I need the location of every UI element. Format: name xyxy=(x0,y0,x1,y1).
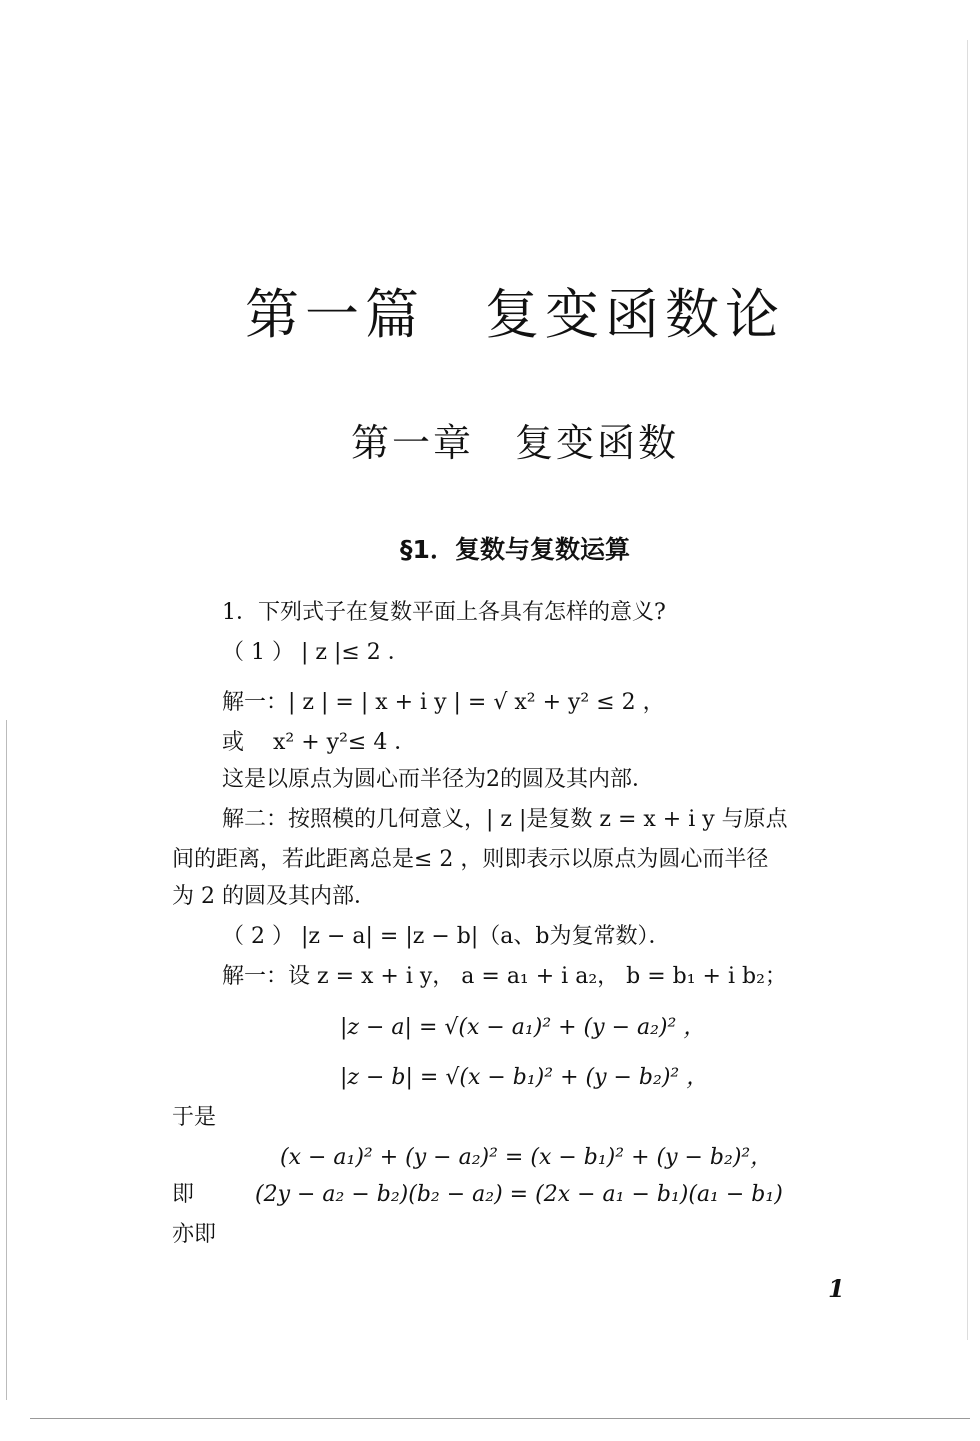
equation-z-minus-a: |z − a| = √(x − a₁)² + (y − a₂)² ， xyxy=(340,1015,706,1040)
or-line: 或 x² + y²≤ 4 ． xyxy=(222,730,417,755)
equation-linear: (2y − a₂ − b₂)(b₂ − a₂) = (2x − a₁ − b₁)(a₁ − b₁) xyxy=(255,1182,783,1207)
chapter-title: 第一章 复变函数 xyxy=(350,421,679,465)
problem-intro: 1．下列式子在复数平面上各具有怎样的意义? xyxy=(222,600,666,625)
solution-1b-line-2: 间的距离，若此距离总是≤ 2 ，则即表示以原点为圆心而半径 xyxy=(172,847,769,872)
scan-right-edge xyxy=(967,40,968,1340)
solution-1b-line-3: 为 2 的圆及其内部． xyxy=(172,884,376,909)
solution-2-intro: 解一：设 z = x + i y， a = a₁ + i a₂， b = b₁ + i b₂； xyxy=(222,964,787,989)
page-number: 1 xyxy=(828,1274,845,1303)
conclusion-1: 这是以原点为圆心而半径为2的圆及其内部． xyxy=(222,767,654,792)
solution-1b-line-1: 解二：按照模的几何意义，| z |是复数 z = x + i y 与原点 xyxy=(222,807,788,832)
solution-1a: 解一：| z | = | x + i y | = √ x² + y² ≤ 2 ， xyxy=(222,690,665,715)
item-2: （ 2 ） |z − a| = |z − b|（a、b为复常数）． xyxy=(222,924,671,949)
section-title: §1．复数与复数运算 xyxy=(400,535,630,564)
scan-bottom-line xyxy=(30,1418,970,1419)
equation-squared-equal: (x − a₁)² + (y − a₂)² = (x − b₁)² + (y − b₂)²， xyxy=(280,1145,773,1170)
part-title: 第一篇 复变函数论 xyxy=(245,283,785,346)
equation-z-minus-b: |z − b| = √(x − b₁)² + (y − b₂)² ， xyxy=(340,1065,709,1090)
ji-label: 即 xyxy=(172,1182,195,1207)
yushi-label: 于是 xyxy=(172,1105,217,1130)
yiji-label: 亦即 xyxy=(172,1222,217,1247)
item-1: （ 1 ） | z |≤ 2 ． xyxy=(222,640,410,665)
scan-margin-line xyxy=(6,720,7,1400)
